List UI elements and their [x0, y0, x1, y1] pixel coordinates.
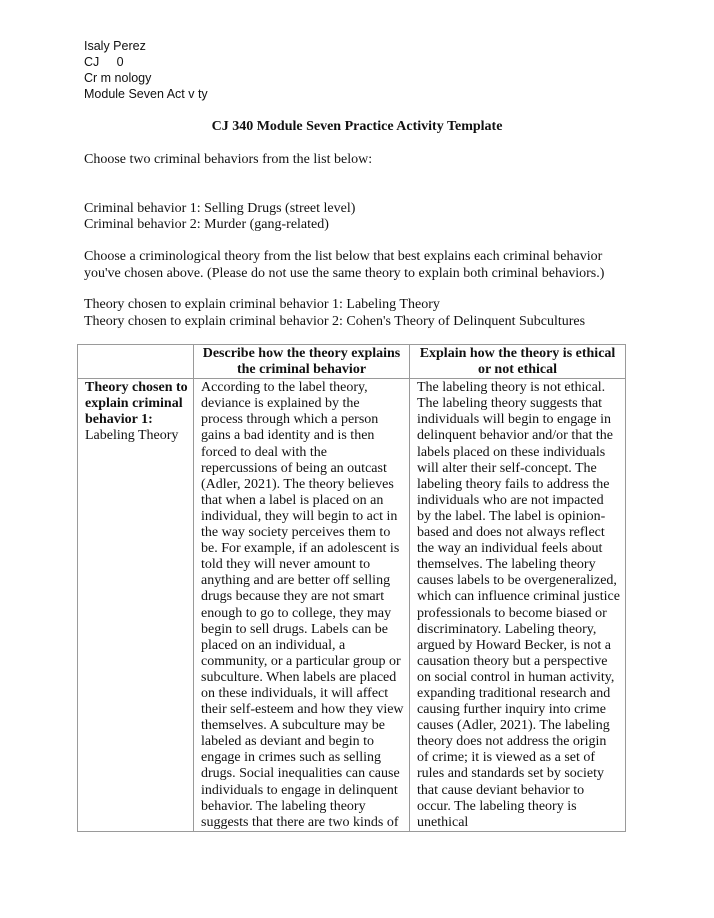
describe-cell: [194, 379, 410, 832]
header-cell-empty: [78, 345, 194, 379]
document-title: CJ 340 Module Seven Practice Activity Template: [211, 119, 503, 134]
course-subject: Cr m nology: [84, 71, 152, 85]
theory-behavior-1: Theory chosen to explain criminal behavior 1: Labeling Theory: [84, 297, 440, 312]
criminal-behavior-1: Criminal behavior 1: Selling Drugs (street level): [84, 201, 356, 216]
theory-behavior-2: Theory chosen to explain criminal behavior 2: Cohen's Theory of Delinquent Subcultures: [84, 314, 586, 329]
row-label-cell: [78, 379, 194, 832]
instruction-choose-behaviors: Choose two criminal behaviors from the list below:: [84, 152, 373, 167]
instruction-choose-theory: Choose a criminological theory from the list below that best explains each criminal behavior you've chosen above. (Please do not use the same theory to explain both criminal behaviors.): [84, 249, 605, 281]
student-name: Isaly Perez: [84, 39, 146, 53]
table-header-row: [78, 345, 626, 379]
table-row: [78, 379, 626, 832]
course-code: CJ 0: [84, 55, 124, 69]
header-cell-ethical: Explain how the theory is ethical or not ethical: [410, 345, 626, 379]
theory-analysis-table: [77, 344, 626, 832]
ethical-text: The labeling theory is not ethical. The labeling theory suggests that individuals will begin to engage in delinquent behavior and/or that the labels placed on these individuals will alter their self-concept. The labeling theory fails to address the individuals who are not impacted by the label. The label is opinion-based and does not always reflect the way an individual feels about themselves. The labeling theory causes labels to be overgeneralized, which can influence criminal justice professionals to become biased or discriminatory. Labeling theory, argued by Howard Becker, is not a causation theory but a perspective on social control in human activity, expanding traditional research and causing further inquiry into crime causes (Adler, 2021). The labeling theory does not address the origin of crime; it is viewed as a set of rules and standards set by society that cause deviant behavior to occur. The labeling theory is unethical: [417, 380, 620, 830]
describe-text: According to the label theory, deviance is explained by the process through which a person gains a bad identity and is then forced to deal with the repercussions of being an outcast (Adler, 2021). The theory believes that when a label is placed on an individual, they will begin to act in the way society perceives them to be. For example, if an adolescent is told they will never amount to anything and are better off selling drugs because they are not smart enough to go to college, they may begin to sell drugs. Labels can be placed on an individual, a community, or a particular group or subculture. When labels are placed on these individuals, it will affect their self-esteem and how they view themselves. A subculture may be labeled as deviant and begin to engage in crimes such as selling drugs. Social inequalities can cause individuals to engage in delinquent behavior. The labeling theory suggests that there are two kinds of: [201, 380, 404, 830]
student-header: [84, 38, 208, 102]
header-cell-describe: Describe how the theory explains the criminal behavior: [194, 345, 410, 379]
row-label-heading: Theory chosen to explain criminal behavior 1:: [85, 380, 188, 428]
ethical-cell: [410, 379, 626, 832]
criminal-behavior-2: Criminal behavior 2: Murder (gang-related): [84, 217, 329, 232]
activity-name: Module Seven Act v ty: [84, 87, 208, 101]
row-label-value: Labeling Theory: [85, 428, 179, 444]
